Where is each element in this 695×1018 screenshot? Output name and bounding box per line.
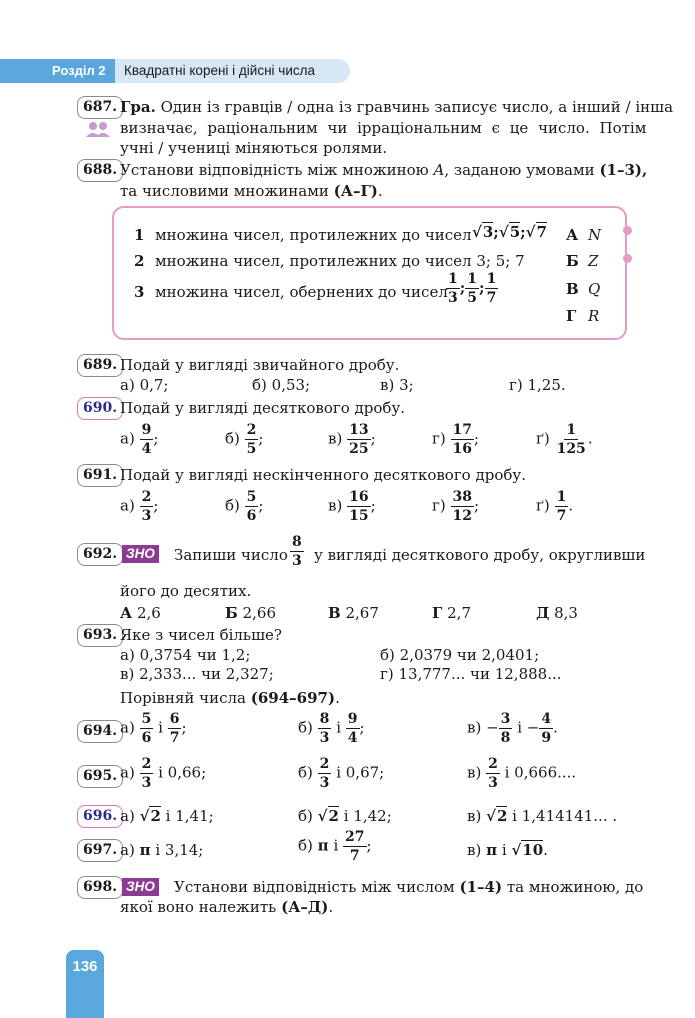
denominator: 3 xyxy=(141,508,152,524)
decor-dot xyxy=(623,254,632,263)
exercise-number: 692. xyxy=(77,543,123,566)
ex687-line2: визначає, раціональним чи ірраціональним є це число. Потім xyxy=(120,119,647,137)
pi: π xyxy=(317,836,329,855)
answer-item: в) √2 і 1,414141... . xyxy=(467,807,618,825)
ex690-text: Подай у вигляді десяткового дробу. xyxy=(120,399,406,417)
people-icon xyxy=(84,120,112,138)
fraction xyxy=(499,712,513,745)
numerator: 2 xyxy=(246,422,257,438)
numerator: 17 xyxy=(452,422,472,438)
option xyxy=(536,604,578,622)
denominator: 7 xyxy=(349,848,360,864)
numerator: 38 xyxy=(452,489,472,505)
exercise-number: 697. xyxy=(77,839,123,862)
ex693-text: Яке з чисел більше? xyxy=(120,626,282,644)
denominator: 7 xyxy=(169,730,180,746)
numerator: 27 xyxy=(345,829,365,845)
answer-item xyxy=(225,490,263,523)
answer-item xyxy=(432,423,479,456)
punct: . xyxy=(553,718,558,737)
answer-item xyxy=(120,757,206,790)
answer-item xyxy=(120,841,203,859)
item-label: б) xyxy=(298,763,313,782)
numerator: 2 xyxy=(319,756,330,772)
ex698-range1: (1–4) xyxy=(459,878,503,896)
punct: ; xyxy=(370,429,376,448)
ex688-line2 xyxy=(120,182,383,200)
fraction xyxy=(343,830,366,863)
punct: . xyxy=(568,496,574,515)
ex687-line3: учні / учениці міняються ролями. xyxy=(120,139,388,157)
fraction xyxy=(318,757,332,790)
option-set: Z xyxy=(588,252,599,270)
denominator: 25 xyxy=(349,441,369,457)
conj: і xyxy=(158,718,163,737)
numerator: 13 xyxy=(349,422,369,438)
option-value: 8,3 xyxy=(554,604,578,622)
item-label: а) xyxy=(120,841,135,859)
numerator: 1 xyxy=(486,271,497,287)
ex692-text-a: Запиши число xyxy=(174,546,288,564)
exercise-number: 688. xyxy=(77,159,123,182)
answer-item: г) 13,777... чи 12,888... xyxy=(380,665,562,683)
item-label: в) xyxy=(328,496,343,515)
numerator: 2 xyxy=(141,756,152,772)
item-label: б) xyxy=(225,429,240,448)
answer-item xyxy=(467,757,576,790)
fraction-list: $\frac{1}{3}$ ; $\frac{1}{5}$ ; $\frac{1}{7}$ xyxy=(448,271,497,306)
denominator: 4 xyxy=(141,441,152,457)
punct: ; xyxy=(473,429,480,448)
fraction xyxy=(290,535,304,568)
option-value: 2,66 xyxy=(242,604,277,622)
conj: і xyxy=(517,718,522,737)
numerator: 1 xyxy=(448,271,458,287)
option-letter: В xyxy=(566,280,579,298)
punct: ; xyxy=(153,429,159,448)
punct: ; xyxy=(153,496,159,515)
item-label: а) xyxy=(120,807,135,825)
ex688-range2: (А–Г) xyxy=(333,182,378,200)
row-number: 2 xyxy=(134,252,145,270)
fraction xyxy=(140,757,154,790)
option-set: Q xyxy=(588,280,601,298)
ex692-text-b: у вигляді десяткового дробу, округливши xyxy=(314,546,646,564)
denominator: 3 xyxy=(448,290,458,306)
item-label: а) xyxy=(120,763,135,782)
conj: і xyxy=(333,836,339,855)
denominator: 12 xyxy=(452,508,472,524)
sqrt-value: 7 xyxy=(536,223,547,241)
answer-item: в) π і √10. xyxy=(467,841,548,859)
fraction xyxy=(451,490,474,523)
denominator: 125 xyxy=(556,441,586,457)
fraction xyxy=(465,272,479,305)
item-label: а) xyxy=(120,718,135,737)
fraction xyxy=(486,757,500,790)
fraction xyxy=(318,712,332,745)
answer-item xyxy=(120,423,158,456)
ex698-text-b: та множиною, до xyxy=(506,878,644,896)
numerator: 1 xyxy=(566,422,577,438)
fraction xyxy=(168,712,182,745)
set-var: A xyxy=(433,161,445,179)
row-number: 1 xyxy=(134,226,145,244)
item-label: а) xyxy=(120,496,135,515)
answer-item xyxy=(432,490,479,523)
option-value: 2,7 xyxy=(447,604,471,622)
denominator: 9 xyxy=(541,730,552,746)
option xyxy=(225,604,276,622)
item-label: г) xyxy=(432,496,446,515)
punct: ; xyxy=(258,496,264,515)
ex688-text: Установи відповідність між множиною xyxy=(120,161,429,179)
fraction xyxy=(245,423,259,456)
option-letter: Б xyxy=(566,252,579,270)
option-letter: В xyxy=(328,604,341,622)
fraction xyxy=(485,272,499,305)
fraction xyxy=(140,712,154,745)
rest: і 1,41; xyxy=(165,807,214,825)
answer-item: а) 0,3754 чи 1,2; xyxy=(120,646,251,664)
compare-heading xyxy=(120,689,340,707)
answer-item: а) 0,7; xyxy=(120,376,169,394)
option-set: R xyxy=(588,307,600,325)
answer-item xyxy=(536,490,573,523)
ex688-range: (1–3), xyxy=(599,161,648,179)
zno-badge: ЗНО xyxy=(122,545,159,563)
rest: і 1,42; xyxy=(343,807,392,825)
numerator: 2 xyxy=(141,489,152,505)
row-text: множина чисел, протилежних до чисел xyxy=(155,226,472,244)
numerator: 4 xyxy=(541,711,552,727)
answer-item: а) √2 і 1,41; xyxy=(120,807,214,825)
numerator: 3 xyxy=(500,711,511,727)
exercise-number: 693. xyxy=(77,624,123,647)
fraction xyxy=(555,423,588,456)
answer-item xyxy=(298,712,365,745)
compare-range: (694–697) xyxy=(250,689,336,707)
ex698-range2: (А–Д) xyxy=(281,898,329,916)
zno-badge: ЗНО xyxy=(122,878,159,896)
ex688-text-b: , заданою умовами xyxy=(444,161,595,179)
answer-item: в) 3; xyxy=(380,376,414,394)
ex692-line2: його до десятих. xyxy=(120,582,252,600)
denominator: 6 xyxy=(141,730,152,746)
ex698-dot: . xyxy=(328,898,334,916)
page-number: 136 xyxy=(72,958,98,975)
conj: і xyxy=(501,841,507,859)
rest: і 0,666.... xyxy=(504,763,577,782)
ex698-line2 xyxy=(120,898,333,916)
punct: ; xyxy=(181,718,187,737)
answer-item xyxy=(536,423,593,456)
numerator: 6 xyxy=(169,711,180,727)
item-label: ґ) xyxy=(536,429,550,448)
answer-item: в) 2,333... чи 2,327; xyxy=(120,665,274,683)
denominator: 7 xyxy=(486,290,497,306)
option-letter: Б xyxy=(225,604,238,622)
ex698-text2: якої воно належить xyxy=(120,898,277,916)
sqrt-value: 10 xyxy=(522,841,544,859)
numerator: 8 xyxy=(319,711,330,727)
option xyxy=(120,604,161,622)
fraction xyxy=(451,423,474,456)
fraction xyxy=(245,490,259,523)
decor-dot xyxy=(623,226,632,235)
option-value: 2,67 xyxy=(345,604,379,622)
ex698-line1 xyxy=(174,878,643,896)
denominator: 4 xyxy=(347,730,358,746)
item-label: г) xyxy=(432,429,446,448)
item-label: а) xyxy=(120,429,135,448)
ex687-text1: Один із гравців / одна із гравчинь записує число, а інший / інша xyxy=(160,98,674,116)
answer-item xyxy=(328,423,376,456)
exercise-number: 691. xyxy=(77,464,123,487)
item-label: б) xyxy=(298,807,313,825)
rest: і 1,414141... . xyxy=(512,807,618,825)
answer-item xyxy=(328,490,376,523)
punct: ; xyxy=(258,429,264,448)
ex688-line1 xyxy=(120,161,647,179)
sqrt-value: 2 xyxy=(328,807,339,825)
answer-item xyxy=(120,490,158,523)
option-letter: А xyxy=(120,604,133,622)
option-letter: Д xyxy=(536,604,550,622)
answer-item xyxy=(120,712,187,745)
sqrt-value: 2 xyxy=(496,807,508,825)
rest: і 0,66; xyxy=(158,763,207,782)
fraction xyxy=(140,423,154,456)
option-letter: Г xyxy=(566,307,577,325)
fraction xyxy=(555,490,569,523)
option-letter: А xyxy=(566,226,579,244)
compare-dot: . xyxy=(335,689,340,707)
exercise-number: 690. xyxy=(77,397,123,420)
denominator: 8 xyxy=(500,730,511,746)
ex687-label: Гра. xyxy=(120,98,156,116)
ex689-text: Подай у вигляді звичайного дробу. xyxy=(120,356,400,374)
denominator: 3 xyxy=(319,730,330,746)
denominator: 16 xyxy=(452,441,472,457)
numerator: 5 xyxy=(141,711,152,727)
denominator: 3 xyxy=(488,775,498,791)
rest: і 0,67; xyxy=(336,763,385,782)
ex698-text: Установи відповідність між числом xyxy=(174,878,455,896)
exercise-number: 687. xyxy=(77,96,123,119)
punct: ; xyxy=(370,496,376,515)
option-set: N xyxy=(588,226,602,244)
pi: π xyxy=(486,841,498,859)
sqrt-value: 2 xyxy=(150,807,161,825)
numerator: 16 xyxy=(349,489,369,505)
sqrt-list: √3;√5;√7 xyxy=(472,223,547,241)
option xyxy=(432,604,471,622)
numerator: 9 xyxy=(141,422,152,438)
ex688-dot: . xyxy=(377,182,383,200)
denominator: 7 xyxy=(556,508,567,524)
section-title: Квадратні корені і дійсні числа xyxy=(124,63,315,78)
sqrt-value: 5 xyxy=(509,223,521,241)
ex691-text: Подай у вигляді нескінченного десяткового дробу. xyxy=(120,466,526,484)
compare-text: Порівняй числа xyxy=(120,689,246,707)
exercise-number: 695. xyxy=(77,765,123,788)
exercise-number: 694. xyxy=(77,720,123,743)
minus: − xyxy=(486,718,499,737)
ex688-text2: та числовими множинами xyxy=(120,182,329,200)
item-label: б) xyxy=(298,718,313,737)
item-label: в) xyxy=(467,763,482,782)
row-text: множина чисел, обернених до чисел xyxy=(155,283,448,301)
numerator: 5 xyxy=(246,489,257,505)
fraction-inner xyxy=(290,535,304,568)
denominator: 15 xyxy=(349,508,369,524)
item-label: в) xyxy=(328,429,343,448)
item-label: ґ) xyxy=(536,496,550,515)
denominator: 5 xyxy=(467,290,478,306)
answer-item xyxy=(298,757,384,790)
denominator: 3 xyxy=(319,775,330,791)
ex687-line1 xyxy=(120,98,673,116)
answer-item: б) √2 і 1,42; xyxy=(298,807,392,825)
fraction xyxy=(346,712,360,745)
punct: . xyxy=(587,429,593,448)
denominator: 3 xyxy=(141,775,152,791)
fraction xyxy=(539,712,553,745)
punct: . xyxy=(543,841,548,859)
denominator: 5 xyxy=(246,441,257,457)
fraction xyxy=(140,490,154,523)
numerator: 9 xyxy=(347,711,358,727)
punct: ; xyxy=(473,496,480,515)
section-label: Розділ 2 xyxy=(0,59,115,83)
answer-item: б) 0,53; xyxy=(252,376,311,394)
numerator: 1 xyxy=(556,489,567,505)
item-label: в) xyxy=(467,807,482,825)
rest: і 3,14; xyxy=(155,841,204,859)
pi: π xyxy=(139,841,151,859)
minus: − xyxy=(526,718,540,737)
answer-item xyxy=(225,423,263,456)
conj: і xyxy=(336,718,342,737)
option-letter: Г xyxy=(432,604,443,622)
exercise-number: 698. xyxy=(77,876,123,899)
option-value: 2,6 xyxy=(137,604,161,622)
fraction xyxy=(347,423,370,456)
numerator: 1 xyxy=(467,271,478,287)
item-label: в) xyxy=(467,841,482,859)
option xyxy=(328,604,379,622)
punct: ; xyxy=(359,718,365,737)
exercise-number: 696. xyxy=(77,805,123,828)
punct: ; xyxy=(366,836,372,855)
denominator: 6 xyxy=(246,508,257,524)
denominator: 3 xyxy=(292,553,302,569)
answer-item: г) 1,25. xyxy=(509,376,566,394)
answer-item xyxy=(298,830,372,863)
fraction xyxy=(347,490,370,523)
numerator: 8 xyxy=(292,534,302,550)
item-label: в) xyxy=(467,718,482,737)
exercise-number: 689. xyxy=(77,354,123,377)
numerator: 2 xyxy=(488,756,498,772)
item-label: б) xyxy=(225,496,240,515)
fraction xyxy=(446,272,460,305)
item-label: б) xyxy=(298,836,313,855)
answer-item xyxy=(467,712,558,745)
row-number: 3 xyxy=(134,283,145,301)
row-text: множина чисел, протилежних до чисел 3; 5; 7 xyxy=(155,252,525,270)
sqrt-value: 3 xyxy=(482,223,494,241)
answer-item: б) 2,0379 чи 2,0401; xyxy=(380,646,540,664)
